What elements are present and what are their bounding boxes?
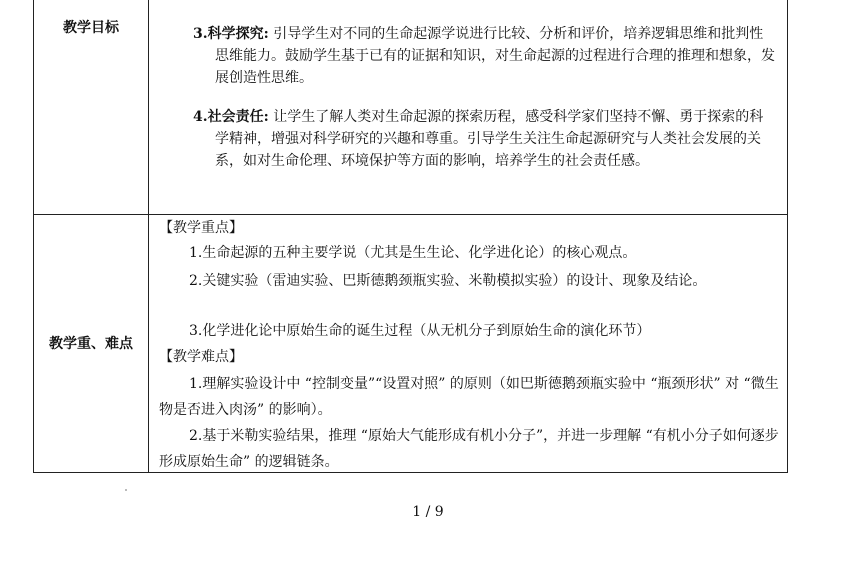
clipped-previous-line (193, 0, 775, 7)
focus-item-3: 3.化学进化论中原始生命的诞生过程（从无机分子到原始生命的演化环节） (189, 323, 651, 339)
difficulty-item-1: 1.理解实验设计中 “控制变量”“设置对照” 的原则（如巴斯德鹅颈瓶实验中 “瓶颈形状” 对 “微生物是否进入肉汤” 的影响）。 (159, 376, 779, 418)
goal-item-3 (193, 23, 775, 89)
goal-item-4-head: 4.社会责任: (193, 109, 269, 125)
teaching-goals-row (34, 0, 788, 215)
key-points-label: 教学重、难点 (49, 336, 133, 352)
goal-item-3-text: 引导学生对不同的生命起源学说进行比较、分析和评价，培养逻辑思维和批判性思维能力。鼓励学生基于已有的证据和知识，对生命起源的过程进行合理的推理和想象，发展创造性思维。 (215, 26, 775, 86)
key-points-label-cell (34, 215, 149, 473)
teaching-goals-content-cell (149, 0, 788, 215)
goal-item-4 (193, 106, 775, 172)
goal-item-3-head: 3.科学探究: (193, 26, 269, 42)
difficulty-item-2: 2.基于米勒实验结果，推理 “原始大气能形成有机小分子”，并进一步理解 “有机小分子如何逐步形成原始生命” 的逻辑链条。 (159, 428, 779, 470)
focus-heading: 【教学重点】 (159, 220, 243, 236)
teaching-goals-label: 教学目标 (63, 20, 119, 36)
key-points-row (34, 215, 788, 473)
page-number: 1 / 9 (412, 504, 444, 520)
difficulty-heading: 【教学难点】 (159, 349, 243, 365)
goal-item-4-text: 让学生了解人类对生命起源的探索历程，感受科学家们坚持不懈、勇于探索的科学精神，增强对科学研究的兴趣和尊重。引导学生关注生命起源研究与人类社会发展的关系，如对生命伦理、环境保护等方面的影响，培养学生的社会责任感。 (215, 109, 764, 169)
focus-item-1: 1.生命起源的五种主要学说（尤其是生生论、化学进化论）的核心观点。 (189, 245, 637, 261)
teaching-goals-label-cell (34, 0, 149, 215)
lesson-plan-table (33, 0, 788, 473)
scan-speck (125, 489, 127, 491)
focus-item-2: 2.关键实验（雷迪实验、巴斯德鹅颈瓶实验、米勒模拟实验）的设计、现象及结论。 (189, 273, 707, 289)
key-points-content-cell (149, 215, 788, 473)
